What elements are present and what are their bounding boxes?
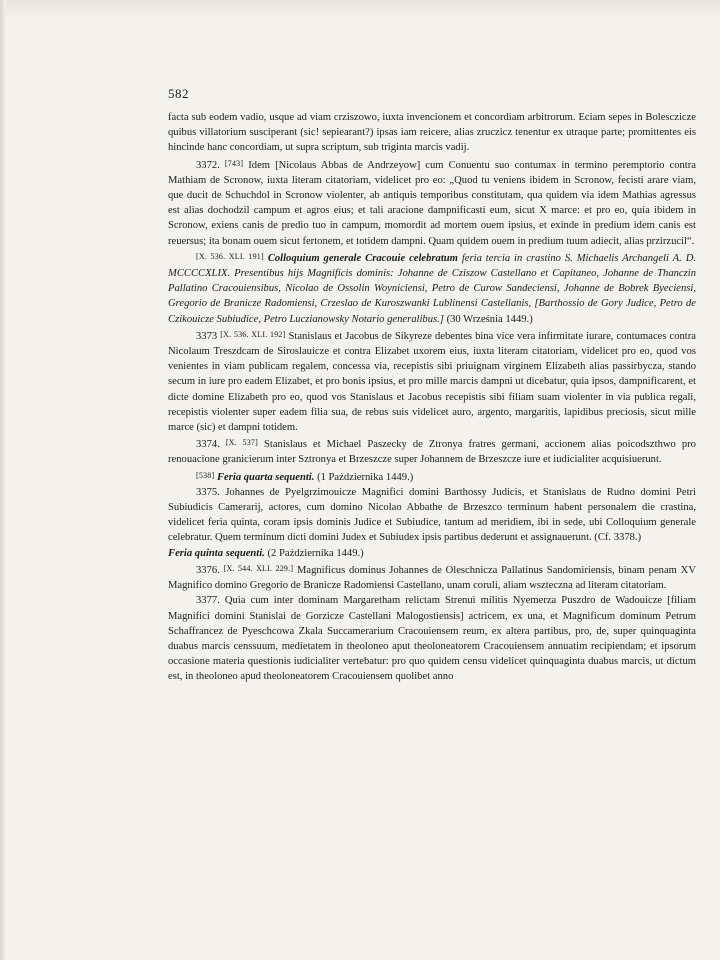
page-number: 582 [168, 86, 189, 101]
entry-3377 [168, 593, 696, 684]
section-heading: Feria quarta sequenti. [216, 471, 315, 483]
entry-number: 3372. [196, 159, 220, 171]
source-reference: [X. 537] [225, 438, 258, 448]
source-reference: [X. 544. XLI. 229.] [223, 563, 294, 573]
paragraph-text: facta sub eodem vadio, usque ad viam crziszowo, iuxta invencionem et concordiam arbitrorum. Eciam sepes in Bolesczicze quibus villatorium susciperant (sic! sepiearant?) ipsas iam reicere, alias zruczicz tenentur ex utraque parte; promittentes eis hincinde hanc concordiam, ut supra scriptum, sub triginta marcis vadij. [168, 112, 696, 154]
entry-text: Johannes de Pyelgrzimouicze Magnifici domini Barthossy Judicis, et Stanislaus de Rudno domini Petri Subiudicis Camerarij, actores, cum domino Nicolao Abbathe de Brzeszco terminum habent personalem die crastina, videlicet feria quinta, coram ipsis dominis Judice et Subiudice, tantum ad meridiem, ibi in sede, ubi Colloquium generale celebratur. Quem terminum dicti domini Judex et Subiudex ipsis partibus dederunt et assignauerunt. (Cf. 3378.) [168, 486, 696, 544]
entry-number: 3374. [196, 439, 220, 451]
entry-3376 [168, 561, 696, 593]
entry-number: 3375. [196, 486, 220, 498]
section-heading: Feria quinta sequenti. [168, 547, 265, 559]
date-annotation: (2 Października 1449.) [267, 547, 364, 559]
entry-text: Stanislaus et Michael Paszecky de Ztronya fratres germani, accionem alias poicodszthwo pro renouacione granicierum inter Sztronya et Brzeszcze super Johannem de Brzeszcze iure et iudicialiter acquisiuerunt. [168, 439, 696, 466]
colloquium-text: feria tercia in crastino S. Michaelis Archangeli A. D. MCCCCXLIX. Presentibus hijs Magnificis dominis: Johanne de Cziszow Castellano et Capitaneo, Johanne de Thanczin Pallatino Cracouiensibus, Nicolao de Ossolin Woyniciensi, Petro de Curow Sandeciensi, Johanne de Bobrek Byeciensi, Gregorio de Branicze Radomiensi, Crzeslao de Kuroszwanki Lublinensi Castellanis, [Barthossio de Gory Judice, Petro de Czikouicze Subiudice, Petro Luczianowsky Notario generalibus.] [168, 252, 696, 325]
colloquium-heading-paragraph [168, 249, 696, 327]
source-reference: [538] [196, 470, 215, 480]
document-text [168, 110, 696, 685]
entry-3373 [168, 327, 696, 435]
entry-text: Quia cum inter dominam Margaretham relictam Strenui militis Nyemerza Puszdro de Wadouicze [filiam Magnifici domini Stanislai de Gorzicze Castellani Malogostiensis] actricem, ex una, et Magnificum dominum Petrum Schaffrancez de Pyeschcowa Zkala Succamerarium Cracouiensem reum, ex altera partibus, pro, de, super quinquaginta duabus marcis censsuum, medietatem in theoloneo aput theoloneatorem Cracouiensem annuatim recipiendam; et ipsorum occasione materia questionis iudicialiter vertebatur: pro quo quidem censu videlicet quinquaginta duabus marcis, ut dictum est, in theoloneo apud theoloneatorem Cracouiensem quolibet anno [168, 595, 696, 683]
section-heading: Colloquium generale Cracouie celebratum [267, 252, 458, 264]
entry-3372 [168, 156, 696, 249]
feria-quarta-heading [168, 468, 696, 485]
page-top-edge [0, 0, 720, 18]
entry-text: Idem [Nicolaus Abbas de Andrzeyow] cum Conuentu suo contumax in termino peremptorio contra Mathiam de Scronow, iuxta literam citatoriam, videlicet pro eo: „Quod tu veniens ibidem in Scronow, fecisti arare viam, que ducit de Schuchdol in Scronow violenter, ab antiquis temporibus constitutam, qua quidem via idem Mathias agressus est alias dochodzil campum et agros eius; et tali aracione dampnificasti eum, sicut X marce: et pro eo, quia ibidem in Scronow, exiens canis de predio tuo in campum, momordit ad mortem ouem ipsius, et exinde in predium idem canis est reuersus; ita bonam ouem sicut fertonem, et totidem dampni. Quam quidem ouem in predium tuum adiecit, alias przirzucil“. [168, 159, 696, 247]
entry-number: 3373 [196, 330, 218, 342]
entry-number: 3376. [196, 564, 220, 576]
date-annotation: (1 Października 1449.) [317, 471, 414, 483]
page-left-edge [0, 0, 6, 960]
entry-3374 [168, 435, 696, 467]
entry-text: Stanislaus et Jacobus de Sikyreze debentes bina vice vera infirmitate iurare, contumaces contra Nicolaum Treszdcam de Siroslauicze et contra Elizabet uxorem eius, iuxta literam citatoriam, videlicet pro eo, quod vos venientes in viam publicam regalem, concessa via, recepistis sibi priuignam virginem Elizabeth alias passirbycza, stando secum in iure pro eadem Elizabet, et pro bonis ipsius, et pro mille marcis dampni ut dicebatur, quia ipsos, dampnificarent, et dicte domine Elizabeth pro eo, quod vos Stanislaus et Jacobus recepistis sibi filiam suam violenter in via publica regali, recepistis violenter super eadem filia sua, de rebus suis videlicet auro, argento, margaritis, lapidibus preciosis, sicut mille marce (sic) et dampni totidem. [168, 330, 696, 434]
source-reference: [X. 536. XLI. 191] [196, 251, 264, 261]
date-annotation: (30 Września 1449.) [446, 313, 533, 325]
source-reference: [X. 536. XLI. 192] [220, 329, 286, 339]
paragraph-continuation [168, 110, 696, 156]
entry-number: 3377. [196, 595, 220, 607]
source-reference: [743] [224, 158, 244, 168]
feria-quinta-heading [168, 546, 696, 561]
entry-3375 [168, 485, 696, 546]
entry-text: Magnificus dominus Johannes de Oleschnicza Pallatinus Sandomiriensis, binam penam XV Magnifico domino Gregorio de Branicze Radomiensi Castellano, unam coruli, aliam wszteczna ad literam citatoriam. [168, 564, 696, 592]
